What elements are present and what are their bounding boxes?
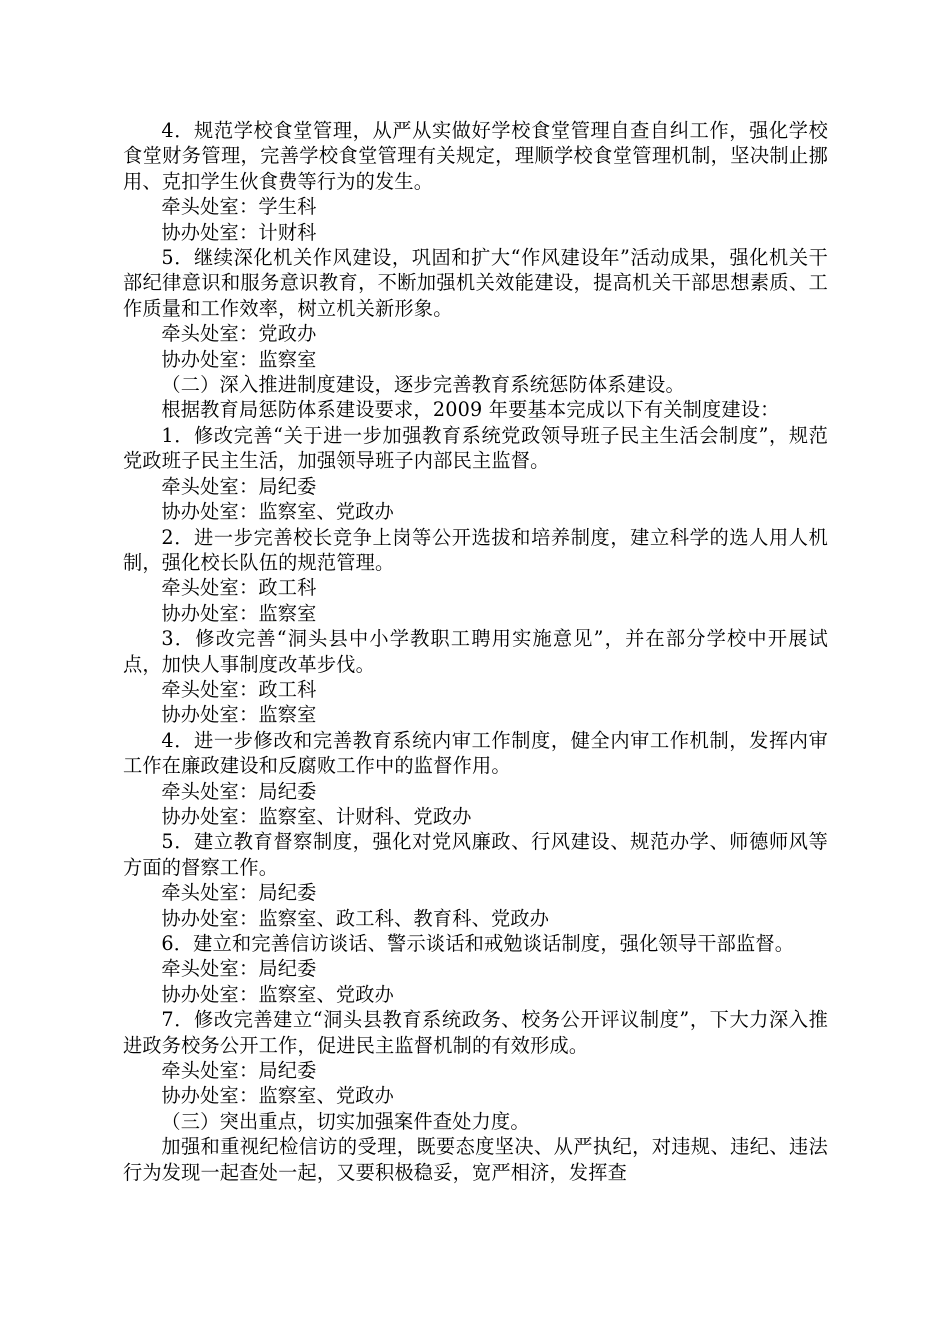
assist-office: 协办处室：监察室、政工科、教育科、党政办 [161,906,550,930]
paragraph-item-3: 3．修改完善“洞头县中小学教职工聘用实施意见”，并在部分学校中开展试点，加快人事制度改革步伐。 [123,627,828,676]
assist-office: 协办处室：监察室、计财科、党政办 [161,804,472,828]
assist-office: 协办处室：监察室 [161,601,317,625]
assist-office: 协办处室：监察室、党政办 [161,500,395,524]
lead-office: 牵头处室：党政办 [161,322,317,346]
lead-office: 牵头处室：局纪委 [161,474,317,498]
assist-office: 协办处室：监察室、党政办 [161,1084,395,1108]
paragraph-item-4-canteen: 4．规范学校食堂管理，从严从实做好学校食堂管理自查自纠工作，强化学校食堂财务管理，完善学校食堂管理有关规定，理顺学校食堂管理机制，坚决制止挪用、克扣学生伙食费等行为的发生。 [123,119,828,193]
assist-office: 协办处室：监察室 [161,703,317,727]
paragraph-item-2: 2．进一步完善校长竞争上岗等公开选拔和培养制度，建立科学的选人用人机制，强化校长队伍的规范管理。 [123,525,828,574]
paragraph-item-5: 5．建立教育督察制度，强化对党风廉政、行风建设、规范办学、师德师风等方面的督察工作。 [123,830,828,879]
lead-office: 牵头处室：学生科 [161,195,317,219]
paragraph-item-5-work-style: 5．继续深化机关作风建设，巩固和扩大“作风建设年”活动成果，强化机关干部纪律意识和服务意识教育，不断加强机关效能建设，提高机关干部思想素质、工作质量和工作效率，树立机关新形象。 [123,246,828,320]
lead-office: 牵头处室：政工科 [161,677,317,701]
section-heading-2: （二）深入推进制度建设，逐步完善教育系统惩防体系建设。 [161,373,685,397]
section-heading-3: （三）突出重点，切实加强案件查处力度。 [161,1109,530,1133]
paragraph-intro: 根据教育局惩防体系建设要求，2009 年要基本完成以下有关制度建设： [161,398,780,422]
lead-office: 牵头处室：局纪委 [161,779,317,803]
paragraph-item-1: 1．修改完善“关于进一步加强教育系统党政领导班子民主生活会制度”，规范党政班子民主生活，加强领导班子内部民主监督。 [123,423,828,473]
lead-office: 牵头处室：局纪委 [161,957,317,981]
paragraph-item-4: 4．进一步修改和完善教育系统内审工作制度，健全内审工作机制，发挥内审工作在廉政建设和反腐败工作中的监督作用。 [123,728,828,778]
document-body [123,118,828,1185]
lead-office: 牵头处室：局纪委 [161,1059,317,1083]
paragraph-item-7: 7．修改完善建立“洞头县教育系统政务、校务公开评议制度”，下大力深入推进政务校务公开工作，促进民主监督机制的有效形成。 [123,1008,828,1057]
lead-office: 牵头处室：政工科 [161,576,317,600]
lead-office: 牵头处室：局纪委 [161,881,317,905]
paragraph-case-handling: 加强和重视纪检信访的受理，既要态度坚决、从严执纪，对违规、违纪、违法行为发现一起查处一起，又要积极稳妥，宽严相济，发挥查 [123,1135,828,1184]
assist-office: 协办处室：监察室、党政办 [161,982,395,1006]
assist-office: 协办处室：监察室 [161,347,317,371]
assist-office: 协办处室：计财科 [161,220,317,244]
paragraph-item-6: 6．建立和完善信访谈话、警示谈话和戒勉谈话制度，强化领导干部监督。 [161,932,795,955]
